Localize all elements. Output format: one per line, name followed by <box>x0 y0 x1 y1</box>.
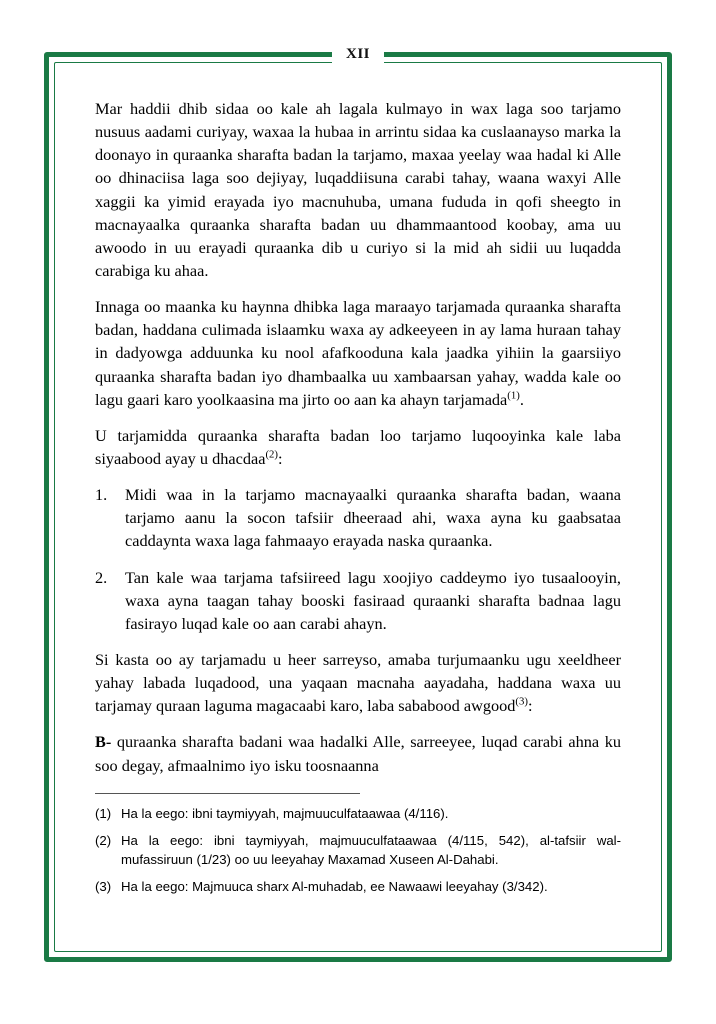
page-content <box>95 97 621 896</box>
list-item-text: Midi waa in la tarjamo macnayaalki quraanka sharafta badan, waana tarjamo aanu la socon tafsiir dheeraad ahi, waxa ayna ku gaabsataa caddaynta waxa laga fahmaayo erayada naska quraanka. <box>125 485 621 551</box>
list-item <box>95 483 621 552</box>
footnote-text: Ha la eego: Majmuuca sharx Al-muhadab, ee Nawaawi leeyahay (3/342). <box>121 879 548 895</box>
footnote-separator <box>95 793 360 794</box>
footnote-list <box>95 804 621 897</box>
footnote-item <box>95 804 621 823</box>
paragraph-4 <box>95 648 621 717</box>
paragraph-4-text: Si kasta oo ay tarjamadu u heer sarreyso, amaba turjumaanku ugu xeeldheer yahay labada luqadood, una yaqaan macnaha aayadaha, haddana waxa uu tarjamay quraan laguma magacaabi karo, laba sababood awgood <box>95 649 621 716</box>
paragraph-3 <box>95 424 621 470</box>
footnote-marker: (3) <box>95 879 112 895</box>
paragraph-5-text: quraanka sharafta badani waa hadalki Alle, sarreeyee, luqad carabi ahna ku soo degay, afmaalnimo iyo isku toosnaanna <box>95 732 621 775</box>
paragraph-2-text: Innaga oo maanka ku haynna dhibka laga maraayo tarjamada quraanka sharafta badan, haddana culimada islaamku waxa ay adkeeyeen in ay lama huraan tahay in dadyowga adduunka ku nool afafkooduna kala jaadka yihiin la gaarsiiyo quraanka sharafta badan iyo dhambaalka uu xambaarsan yahay, wadda kale oo lagu gaari karo yoolkaasina ma jirto oo aan ka ahayn tarjamada <box>95 297 621 409</box>
list-item-marker: 1. <box>95 485 108 505</box>
list-item <box>95 566 621 635</box>
page-border-outer <box>44 46 672 962</box>
paragraph-2: Innaga oo maanka ku haynna dhibka laga maraayo tarjamada quraanka sharafta badan, haddana culimada islaamku waxa ay adkeeyeen in ay lama huraan tahay in dadyowga adduunka ku nool afafkooduna kala jaadka yihiin la gaarsiiyo quraanka sharafta badan iyo dhambaalka uu xambaarsan yahay, wadda kale oo lagu gaari karo yoolkaasina ma jirto oo aan ka ahayn tarjamada$^{(1)}$. <box>95 297 621 409</box>
paragraph-1: Mar haddii dhib sidaa oo kale ah lagala kulmayo in wax laga soo tarjamo nusuus aadami curiyay, waxaa la hubaa in arrintu sidaa ka cuslaanayso marka la doonayo in quraanka sharafta badan la tarjamo, maxaa yeelay waa hadal ki Alle oo dhinaciisa laga soo dejiyay, luqaddiisuna carabi tahay, waana waxyi Alle xaggii ka yimid erayada iyo macnuhuba, umana fududa in qofi sheegto in macnayaalka quraanka sharafta badan uu dhammaantood koobay, ama uu awoodo in uu erayadi quraanka dib u curiyo si la mid ah sidii uu luqadda carabiga ku ahaa. <box>95 99 621 280</box>
footnote-item <box>95 831 621 869</box>
paragraph-5 <box>95 730 621 776</box>
footnote-text: Ha la eego: ibni taymiyyah, majmuuculfataawaa (4/115, 542), al-tafsiir wal-mufassiruun (1/23) oo uu leeyahay Maxamad Xuseen Al-Dahabi. <box>121 832 621 867</box>
paragraph-3-suffix: : <box>277 448 283 468</box>
footnote-item <box>95 877 621 896</box>
footnote-ref-3[interactable]: (3) <box>515 695 528 708</box>
footnote-ref-1[interactable]: (1) <box>507 389 520 402</box>
footnote-text: Ha la eego: ibni taymiyyah, majmuuculfataawaa (4/116). <box>121 805 449 821</box>
paragraph-3-text: U tarjamidda quraanka sharafta badan loo tarjamo luqooyinka kale laba siyaabood ayay u dhacdaa <box>95 425 621 468</box>
paragraph-4-suffix: : <box>527 696 533 716</box>
list-item-marker: 2. <box>95 567 108 587</box>
list-item-text: Tan kale waa tarjama tafsiireed lagu xoojiyo caddeymo iyo tusaalooyin, waxa ayna taagan tahay booski fasiraad quraanki sharafta badnaa lagu fasirayo luqad kale oo aan carabi ahayn. <box>125 567 621 633</box>
footnote-marker: (1) <box>95 805 112 821</box>
paragraph-5-label: B- <box>95 732 112 752</box>
footnote-ref-2[interactable]: (2) <box>265 448 278 461</box>
page-number: XII <box>332 44 384 64</box>
page-border-inner <box>54 46 662 952</box>
footnote-marker: (2) <box>95 832 112 848</box>
